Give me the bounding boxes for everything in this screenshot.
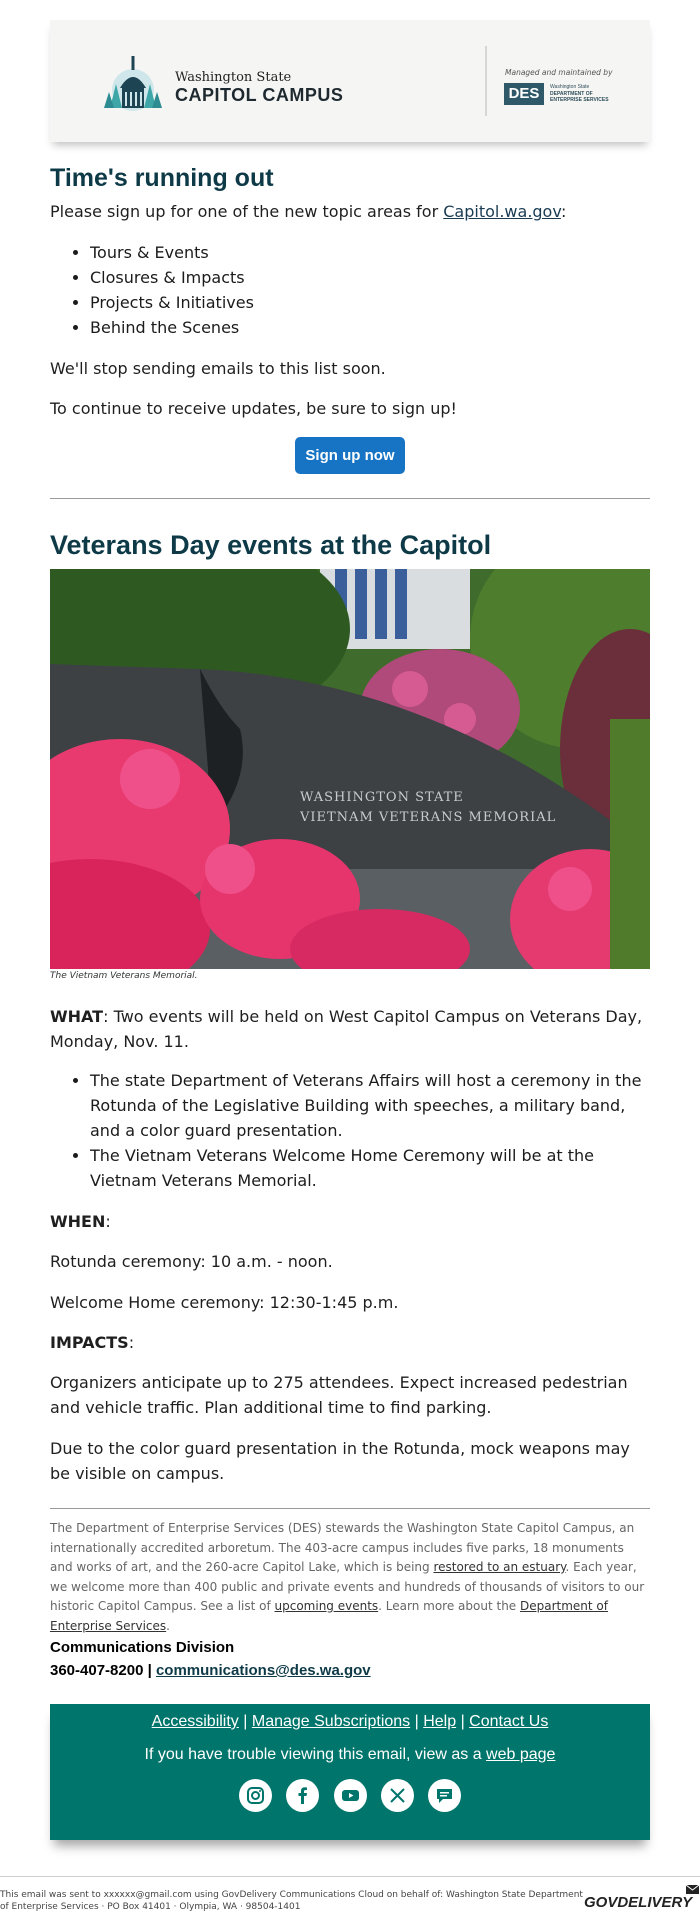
about-text: The Department of Enterprise Services (DES) stewards the Washington State Capitol Campus, an internationally accredited arboretum. The 403-acre campus includes five parks, 18 monuments and works of art, and the 260-acre Capitol Lake, which is being (50, 1521, 635, 1574)
intro-suffix: : (560, 202, 567, 221)
contact-us-link[interactable]: Contact Us (469, 1713, 549, 1730)
email-link[interactable]: communications@des.wa.gov (155, 1662, 371, 1679)
divider (50, 498, 650, 499)
intro-text (50, 199, 566, 224)
govdelivery-logo: GOVDELIVERY (584, 1894, 693, 1911)
when-label: WHEN (50, 1212, 106, 1231)
rotunda-time-text: Rotunda ceremony: 10 a.m. - noon. (50, 1252, 333, 1271)
des-link[interactable]: Department of Enterprise Services (50, 1599, 608, 1633)
facebook-icon[interactable] (286, 1779, 319, 1812)
upcoming-events-link[interactable]: upcoming events (274, 1599, 379, 1613)
about-text: . (166, 1618, 170, 1633)
intro-prefix: Please sign up for one of the new topic areas for (50, 202, 444, 221)
memorial-text-line2: VIETNAM VETERANS MEMORIAL (300, 810, 557, 825)
des-name-line1: Washington State (550, 84, 590, 90)
logo-state-text: Washington State (175, 70, 292, 85)
contact-separator: | (143, 1662, 156, 1679)
footer-links (50, 1713, 650, 1731)
des-logo: DES (504, 83, 544, 105)
when-colon: : (105, 1212, 111, 1231)
about-text: . Learn more about the (378, 1599, 520, 1613)
impacts-label: IMPACTS (50, 1333, 129, 1352)
list-item: • The Vietnam Veterans Welcome Home Ceremony will be at the Vietnam Veterans Memorial. (90, 1143, 650, 1193)
link-separator: | (238, 1713, 252, 1730)
memorial-photo (50, 569, 650, 969)
continue-text: To continue to receive updates, be sure to sign up! (50, 399, 457, 418)
communications-division: Communications Division (50, 1639, 235, 1656)
view-online-text (50, 1746, 650, 1764)
web-page-link[interactable]: web page (486, 1746, 556, 1763)
link-separator: | (456, 1713, 470, 1730)
what-paragraph (50, 1004, 650, 1054)
impacts-heading (50, 1330, 134, 1355)
what-text: : Two events will be held on West Capitol Campus on Veterans Day, Monday, Nov. 11. (50, 1007, 643, 1051)
chat-icon[interactable] (428, 1779, 461, 1812)
when-heading (50, 1209, 111, 1234)
photo-caption: The Vietnam Veterans Memorial. (50, 971, 198, 981)
footer (50, 1704, 650, 1840)
bottom-divider (0, 1876, 700, 1877)
divider (50, 1508, 650, 1509)
list-item: • Behind the Scenes (90, 315, 254, 340)
instagram-icon[interactable] (239, 1779, 272, 1812)
event-list (90, 1068, 650, 1193)
banner-divider (485, 46, 487, 116)
managed-by-text: Managed and maintained by (505, 68, 613, 77)
section-title-veterans-day: Veterans Day events at the Capitol (50, 530, 492, 560)
des-name-line2: DEPARTMENT OF ENTERPRISE SERVICES (550, 90, 609, 103)
envelope-icon (686, 1885, 699, 1896)
impacts-colon: : (128, 1333, 135, 1352)
link-separator: | (410, 1713, 424, 1730)
view-prefix: If you have trouble viewing this email, view as a (144, 1746, 487, 1763)
list-item: • Projects & Initiatives (90, 290, 254, 315)
x-icon[interactable] (381, 1779, 414, 1812)
capitol-dome-logo (102, 50, 164, 112)
accessibility-link[interactable]: Accessibility (151, 1713, 239, 1730)
des-name (550, 84, 620, 104)
help-link[interactable]: Help (423, 1713, 457, 1730)
impacts-attendees-text: Organizers anticipate up to 275 attendees. Expect increased pedestrian and vehicle traffic. Plan additional time to find parking. (50, 1373, 628, 1417)
memorial-text-line1: WASHINGTON STATE (300, 790, 464, 805)
what-label: WHAT (50, 1007, 104, 1026)
topic-list (90, 240, 254, 340)
about-des-paragraph (50, 1519, 650, 1636)
about-text: . Each year, we welcome more than 400 public and private events and hundreds of thousands of visitors to our historic Capitol Campus. See a list of (50, 1560, 645, 1613)
list-item: • Tours & Events (90, 240, 254, 265)
list-item: • The state Department of Veterans Affairs will host a ceremony in the Rotunda of the Legislative Building with speeches, a military band, and a color guard presentation. (90, 1068, 650, 1143)
phone-number: 360-407-8200 (50, 1662, 144, 1679)
header-banner (50, 20, 650, 142)
contact-line (50, 1662, 371, 1679)
social-icons (50, 1779, 650, 1812)
impacts-weapons-text: Due to the color guard presentation in the Rotunda, mock weapons may be visible on campus. (50, 1439, 630, 1483)
welcome-home-time-text: Welcome Home ceremony: 12:30-1:45 p.m. (50, 1293, 399, 1312)
email-disclaimer: This email was sent to xxxxxx@gmail.com using GovDelivery Communications Cloud on behalf of: Washington State Department of Enterprise Services · PO Box 41401 · Olympia, WA · 98504-1401 (0, 1890, 583, 1912)
sign-up-button[interactable]: Sign up now (295, 437, 405, 474)
youtube-icon[interactable] (334, 1779, 367, 1812)
list-item: • Closures & Impacts (90, 265, 254, 290)
estuary-link[interactable]: restored to an estuary (433, 1560, 566, 1574)
manage-subscriptions-link[interactable]: Manage Subscriptions (251, 1713, 411, 1730)
capitol-link[interactable]: Capitol.wa.gov (443, 202, 561, 221)
section-title-time-running-out: Time's running out (50, 164, 274, 192)
stop-sending-text: We'll stop sending emails to this list soon. (50, 359, 386, 378)
logo-campus-text: CAPITOL CAMPUS (175, 85, 344, 105)
